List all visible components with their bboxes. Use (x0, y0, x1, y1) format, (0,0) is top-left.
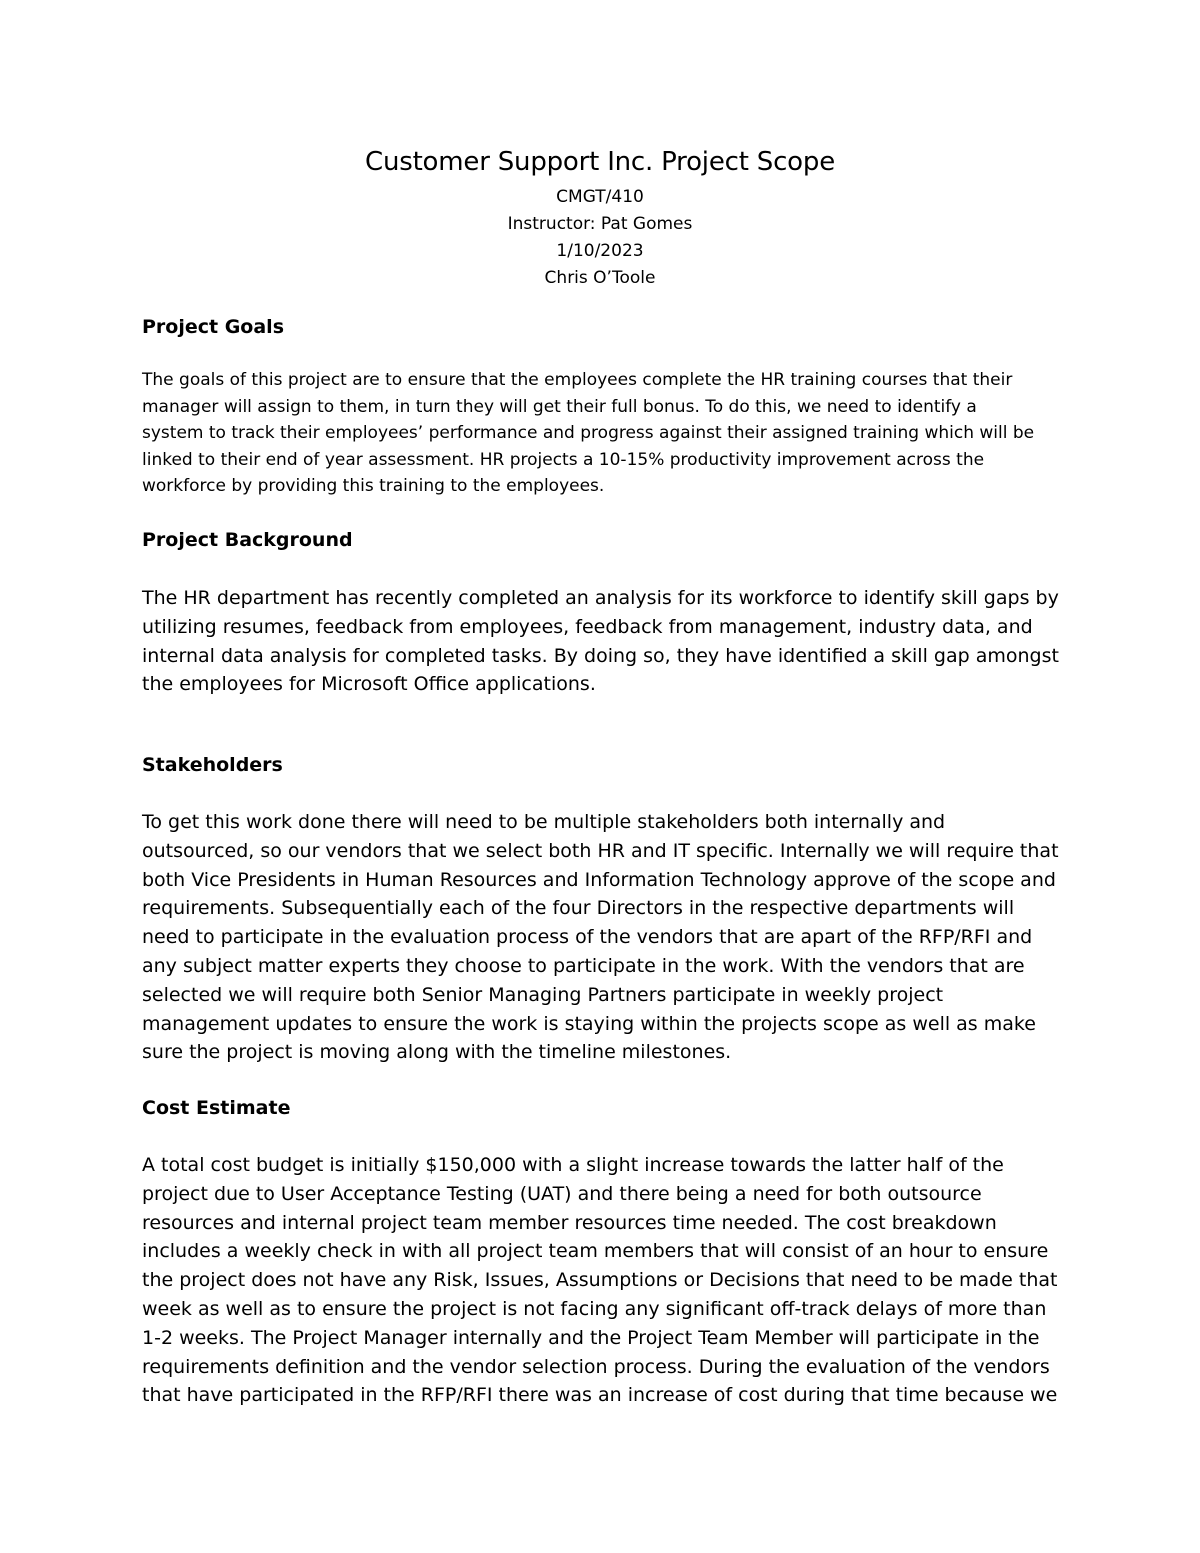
cost-heading: Cost Estimate (142, 1097, 291, 1119)
cost-line: that have participated in the RFP/RFI there was an increase of cost during that time because we (142, 1384, 1058, 1407)
goals-line: manager will assign to them, in turn they will get their full bonus. To do this, we need to identify a (142, 396, 977, 417)
goals-line: The goals of this project are to ensure that the employees complete the HR training courses that their (142, 370, 1013, 390)
instructor-line: Instructor: Pat Gomes (507, 214, 693, 234)
document-title: Customer Support Inc. Project Scope (364, 147, 835, 177)
stakeholders-line: any subject matter experts they choose to participate in the work. With the vendors that are (142, 954, 1025, 977)
course-code: CMGT/410 (556, 187, 644, 207)
cost-line: includes a weekly check in with all project team members that will consist of an hour to ensure (142, 1240, 1049, 1263)
goals-line: workforce by providing this training to the employees. (142, 476, 605, 497)
stakeholders-line: management updates to ensure the work is staying within the projects scope as well as make (142, 1012, 1036, 1035)
background-line: utilizing resumes, feedback from employees, feedback from management, industry data, and (142, 615, 1033, 638)
cost-line: the project does not have any Risk, Issues, Assumptions or Decisions that need to be made that (142, 1269, 1058, 1292)
cost-line: A total cost budget is initially $150,000 with a slight increase towards the latter half of the (142, 1154, 1004, 1176)
cost-line: project due to User Acceptance Testing (UAT) and there being a need for both outsource (142, 1182, 982, 1205)
background-heading: Project Background (142, 529, 353, 551)
stakeholders-paragraph (142, 808, 1062, 1067)
cost-line: resources and internal project team member resources time needed. The cost breakdown (142, 1211, 997, 1234)
goals-heading: Project Goals (142, 316, 284, 338)
background-line: the employees for Microsoft Office applications. (142, 673, 596, 696)
goals-line: system to track their employees’ performance and progress against their assigned training which will be (142, 423, 1035, 444)
stakeholders-line: selected we will require both Senior Managing Partners participate in weekly project (142, 983, 944, 1006)
background-line: The HR department has recently completed an analysis for its workforce to identify skill gaps by (142, 587, 1059, 609)
cost-paragraph (142, 1151, 1062, 1410)
background-line: internal data analysis for completed tasks. By doing so, they have identified a skill gap amongst (142, 644, 1059, 667)
cost-line: requirements definition and the vendor selection process. During the evaluation of the vendors (142, 1355, 1050, 1378)
stakeholders-line: To get this work done there will need to be multiple stakeholders both internally and (142, 811, 946, 833)
goals-paragraph (142, 367, 1062, 500)
cost-line: 1-2 weeks. The Project Manager internally and the Project Team Member will participate in the (142, 1326, 1040, 1349)
author-line: Chris O’Toole (544, 268, 656, 288)
document-header (0, 140, 1200, 292)
stakeholders-line: requirements. Subsequentially each of the four Directors in the respective departments will (142, 897, 1015, 920)
goals-line: linked to their end of year assessment. HR projects a 10-15% productivity improvement across the (142, 449, 985, 470)
background-paragraph (142, 584, 1062, 699)
date-line: 1/10/2023 (556, 241, 644, 261)
stakeholders-line: sure the project is moving along with the timeline milestones. (142, 1041, 732, 1064)
cost-line: week as well as to ensure the project is not facing any significant off-track delays of more than (142, 1297, 1047, 1320)
stakeholders-heading: Stakeholders (142, 754, 283, 776)
stakeholders-line: both Vice Presidents in Human Resources and Information Technology approve of the scope and (142, 868, 1056, 891)
stakeholders-line: outsourced, so our vendors that we select both HR and IT specific. Internally we will require that (142, 839, 1059, 862)
stakeholders-line: need to participate in the evaluation process of the vendors that are apart of the RFP/RFI and (142, 926, 1033, 949)
